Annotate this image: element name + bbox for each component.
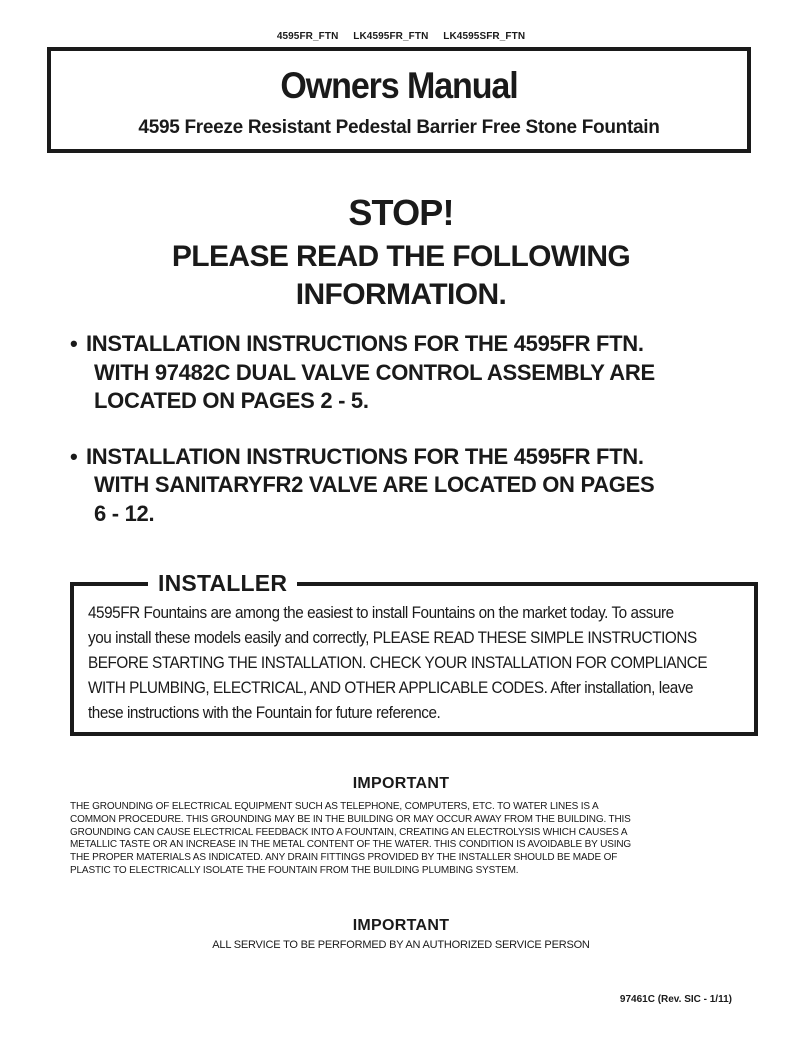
bullet-line: WITH 97482C DUAL VALVE CONTROL ASSEMBLY ARE [94,359,655,385]
model-numbers [0,31,802,42]
installer-line: WITH PLUMBING, ELECTRICAL, AND OTHER APPLICABLE CODES. After installation, leave [88,678,694,697]
bullet-line: WITH SANITARYFR2 VALVE ARE LOCATED ON PAGES [94,472,655,497]
model-number: 4595FR_FTN [276,31,339,42]
stop-headline: STOP! [348,192,454,233]
bullet-item [70,330,750,416]
stop-subline: INFORMATION. [295,278,507,311]
page-title: Owners Manual [280,65,518,106]
service-notice: ALL SERVICE TO BE PERFORMED BY AN AUTHORIZED SERVICE PERSON [212,939,590,951]
installer-title: INSTALLER [148,570,297,596]
bullet-line: INSTALLATION INSTRUCTIONS FOR THE 4595FR FTN. [86,443,644,469]
bullet-line: 6 - 12. [94,500,155,526]
model-number: LK4595FR_FTN [353,31,429,42]
important-heading: IMPORTANT [352,775,450,792]
notice-line: THE PROPER MATERIALS AS INDICATED. ANY DRAIN FITTINGS PROVIDED BY THE INSTALLER SHOULD BE MADE OF [70,852,618,864]
notice-line: PLASTIC TO ELECTRICALLY ISOLATE THE FOUNTAIN FROM THE BUILDING PLUMBING SYSTEM. [70,864,519,876]
installer-line: BEFORE STARTING THE INSTALLATION. CHECK YOUR INSTALLATION FOR COMPLIANCE [88,653,708,672]
bullet-line: LOCATED ON PAGES 2 - 5. [94,388,369,413]
installer-line: you install these models easily and correctly, PLEASE READ THESE SIMPLE INSTRUCTIONS [88,628,697,647]
installer-text [88,600,754,725]
page-subtitle: 4595 Freeze Resistant Pedestal Barrier Free Stone Fountain [138,117,660,138]
notice-line: COMMON PROCEDURE. THIS GROUNDING MAY BE IN THE BUILDING OR MAY OCCUR AWAY FROM THE BUILDING. THIS [70,813,631,825]
stop-subheadline [0,238,802,314]
bullet-line: INSTALLATION INSTRUCTIONS FOR THE 4595FR FTN. [86,331,644,356]
installer-line: 4595FR Fountains are among the easiest to install Fountains on the market today. To assure [88,603,674,622]
bullet-icon: • [70,331,78,356]
installer-box [70,570,758,736]
document-number: 97461C (Rev. SIC - 1/11) [619,994,732,1005]
bullet-item [70,443,750,529]
bullet-icon: • [70,443,78,469]
notice-line: GROUNDING CAN CAUSE ELECTRICAL FEEDBACK INTO A FOUNTAIN, CREATING AN ELECTROLYSIS WHICH CAUSES A [70,826,628,838]
grounding-notice [70,801,770,878]
notice-line: METALLIC TASTE OR AN INCREASE IN THE METAL CONTENT OF THE WATER. THIS CONDITION IS AVOIDABLE BY USING [70,839,632,851]
notice-line: THE GROUNDING OF ELECTRICAL EQUIPMENT SUCH AS TELEPHONE, COMPUTERS, ETC. TO WATER LINES IS A [70,801,599,812]
title-box [47,47,751,153]
model-number: LK4595SFR_FTN [443,31,526,42]
stop-subline: PLEASE READ THE FOLLOWING [171,240,631,273]
instruction-bullets [70,330,750,555]
important-heading: IMPORTANT [352,917,450,934]
installer-line: these instructions with the Fountain for future reference. [88,703,441,722]
